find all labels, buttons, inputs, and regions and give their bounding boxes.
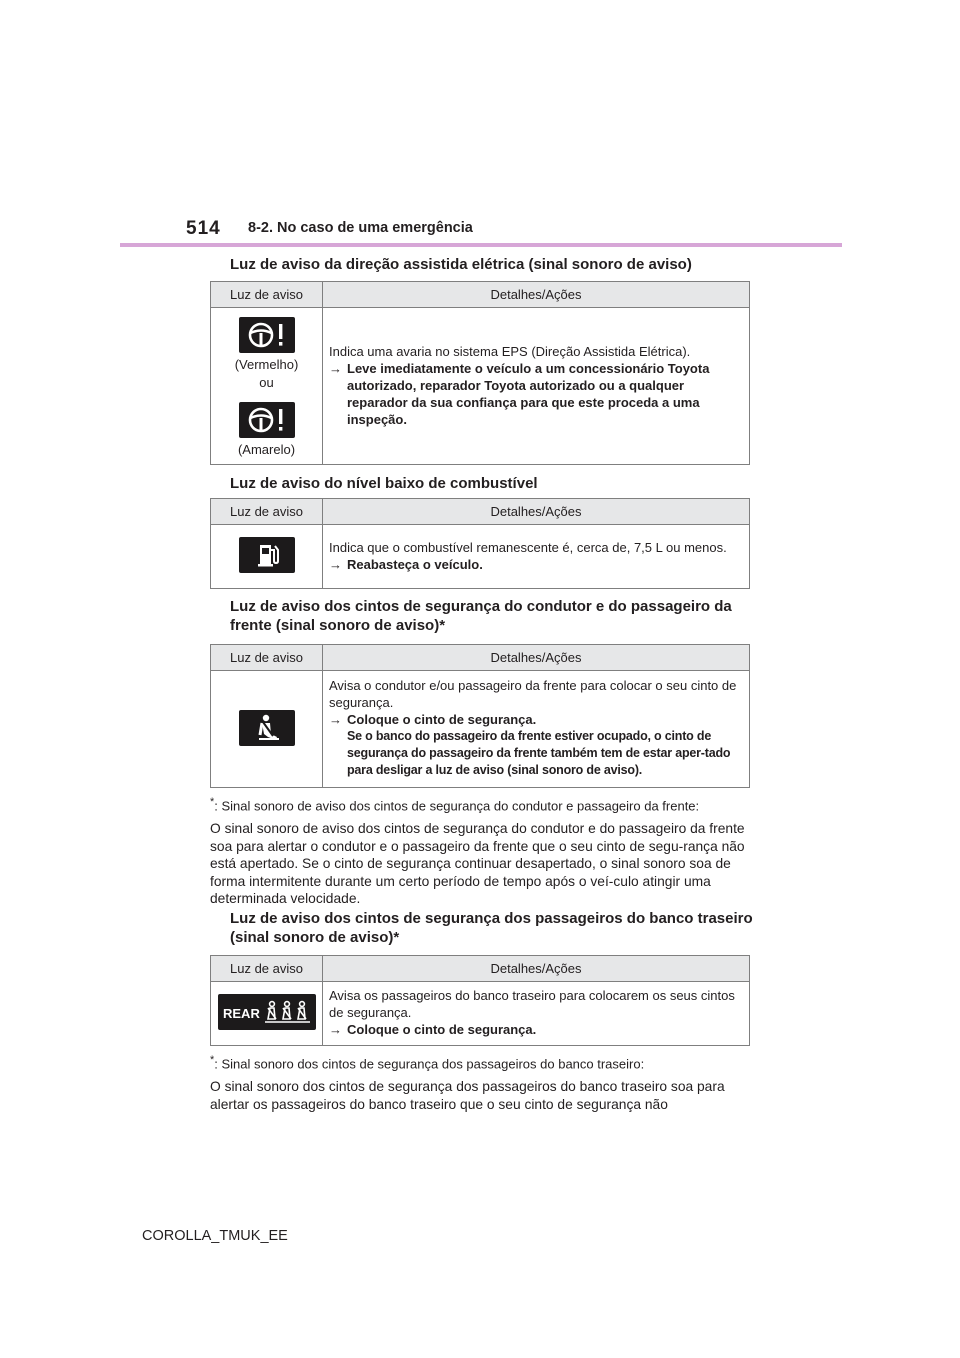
rear-belt-footnote [210,1052,750,1072]
fuel-pump-icon [239,537,295,573]
rear-belt-footnote-text: : Sinal sonoro dos cintos de segurança dos passageiros do banco traseiro: [214,1056,645,1072]
eps-action [329,360,743,428]
fuel-action [329,556,743,573]
amber-label: (Amarelo) [237,442,296,457]
eps-action-text: Leve imediatamente o veículo a um concessionário Toyota autorizado, reparador Toyota autorizado ou a qualquer reparador da sua confiança para que este proceda a uma inspeção. [347,360,710,427]
front-belt-action-text: Coloque o cinto de segurança. [347,712,537,727]
rear-belt-action-text: Coloque o cinto de segurança. [347,1022,537,1037]
front-belt-description: Avisa o condutor e/ou passageiro da frente para colocar o seu cinto de segurança. [329,678,737,710]
page-number: 514 [186,218,221,239]
fuel-details-cell [323,525,750,589]
front-belt-table [210,644,750,788]
seat-belt-icon [239,710,295,746]
eps-description: Indica uma avaria no sistema EPS (Direção Assistida Elétrica). [329,343,691,359]
eps-col-details: Detalhes/Ações [323,282,750,308]
fuel-description: Indica que o combustível remanescente é, cerca de, 7,5 L ou menos. [329,539,727,555]
rear-belt-col-details: Detalhes/Ações [323,956,750,982]
footnote-mark: * [210,1054,215,1066]
red-label: (Vermelho) [234,357,299,372]
front-belt-details-cell [323,671,750,788]
front-belt-col-light: Luz de aviso [211,645,323,671]
rear-belt-table [210,955,750,1046]
fuel-action-text: Reabasteça o veículo. [347,556,483,572]
rear-belt-action [329,1021,743,1038]
rear-belt-section-title: Luz de aviso dos cintos de segurança dos passageiros do banco traseiro (sinal sonoro de aviso)* [230,910,753,946]
rear-belt-icon-cell [211,982,323,1046]
rear-icon-text: REAR [222,1006,260,1021]
front-belt-action [329,711,743,728]
arrow-icon: → [329,1022,342,1037]
arrow-icon: → [329,556,342,572]
eps-icon-cell [211,308,323,465]
rear-belt-paragraph: O sinal sonoro dos cintos de segurança dos passageiros do banco traseiro soa para alertar os passageiros do banco traseiro que o seu cinto de segurança não [210,1079,725,1112]
front-belt-note: Se o banco do passageiro da frente estiver ocupado, o cinto de segurança do passageiro da frente também tem de estar aper-tado para desligar a luz de aviso (sinal sonoro de aviso). [347,729,731,777]
eps-section-title: Luz de aviso da direção assistida elétrica (sinal sonoro de aviso) [230,256,692,273]
fuel-col-light: Luz de aviso [211,499,323,525]
rear-belt-description: Avisa os passageiros do banco traseiro para colocarem os seus cintos de segurança. [329,988,735,1020]
fuel-section-title: Luz de aviso do nível baixo de combustível [230,475,538,492]
fuel-icon-cell [211,525,323,589]
or-label: ou [259,375,274,390]
eps-details-cell [323,308,750,465]
fuel-col-details: Detalhes/Ações [323,499,750,525]
rear-seat-belt-icon [218,994,316,1030]
chapter-title: 8-2. No caso de uma emergência [248,220,473,236]
steering-warning-amber-icon [239,402,295,438]
rear-belt-details-cell [323,982,750,1046]
front-belt-paragraph: O sinal sonoro de aviso dos cintos de segurança do condutor e do passageiro da frente soa para alertar o condutor e o passageiro da frente que o seu cinto de segu-rança não está apertado. Se o cinto de segurança continuar desapertado, o sinal sonoro soa de forma intermitente durante um certo período de tempo após o veí-culo atingir uma determinada velocidade. [210,821,745,906]
eps-table [210,281,750,465]
document-code: COROLLA_TMUK_EE [142,1228,288,1244]
steering-warning-red-icon [239,317,295,353]
rear-belt-col-light: Luz de aviso [211,956,323,982]
arrow-icon: → [329,360,342,376]
front-belt-footnote [210,794,750,814]
arrow-icon: → [329,712,342,727]
front-belt-section-title: Luz de aviso dos cintos de segurança do condutor e do passageiro da frente (sinal sonoro de aviso)* [230,598,732,634]
footnote-mark: * [210,796,215,808]
header-rule [120,243,842,247]
front-belt-col-details: Detalhes/Ações [323,645,750,671]
fuel-table [210,498,750,589]
front-belt-footnote-text: : Sinal sonoro de aviso dos cintos de segurança do condutor e passageiro da frente: [214,798,700,814]
front-belt-icon-cell [211,671,323,788]
eps-col-light: Luz de aviso [211,282,323,308]
